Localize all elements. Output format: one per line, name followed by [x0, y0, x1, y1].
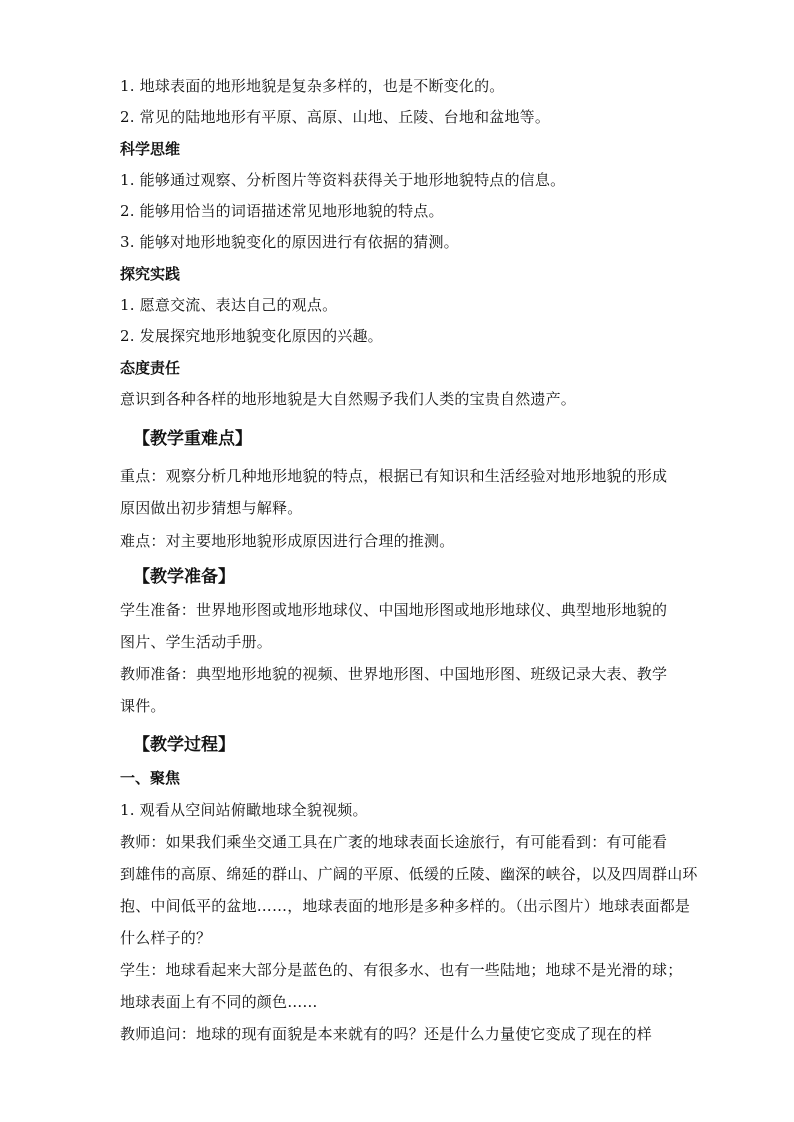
knowledge-item-1: 1. 地球表面的地形地貌是复杂多样的，也是不断变化的。 — [120, 77, 505, 95]
key-point-line-1: 重点：观察分析几种地形地貌的特点，根据已有知识和生活经验对地形地貌的形成 — [120, 467, 668, 485]
student-speech-line-1: 学生：地球看起来大部分是蓝色的、有很多水、也有一些陆地；地球不是光滑的球； — [120, 961, 683, 979]
teacher-speech-line-2: 到雄伟的高原、绵延的群山、广阔的平原、低缓的丘陵、幽深的峡谷，以及四周群山环 — [120, 865, 698, 883]
section-focus-title: 一、聚焦 — [120, 769, 181, 787]
knowledge-item-2: 2. 常见的陆地地形有平原、高原、山地、丘陵、台地和盆地等。 — [120, 108, 551, 126]
teacher-prep-line-2: 课件。 — [120, 697, 166, 715]
science-thinking-item-1: 1. 能够通过观察、分析图片等资料获得关于地形地貌特点的信息。 — [120, 171, 566, 189]
attitude-text: 意识到各种各样的地形地貌是大自然赐予我们人类的宝贵自然遗产。 — [120, 390, 577, 408]
science-thinking-title: 科学思维 — [120, 140, 181, 158]
teacher-followup-line-1: 教师追问：地球的现有面貌是本来就有的吗？还是什么力量使它变成了现在的样 — [120, 1025, 653, 1043]
student-prep-line-1: 学生准备：世界地形图或地形地球仪、中国地形图或地形地球仪、典型地形地貌的 — [120, 601, 668, 619]
key-point-line-2: 原因做出初步猜想与解释。 — [120, 499, 303, 517]
teacher-speech-line-4: 什么样子的？ — [120, 929, 212, 947]
key-points-heading: 【教学重难点】 — [133, 429, 252, 449]
inquiry-practice-item-1: 1. 愿意交流、表达自己的观点。 — [120, 296, 338, 314]
teacher-speech-line-3: 抱、中间低平的盆地……，地球表面的地形是多种多样的。（出示图片）地球表面都是 — [120, 897, 691, 915]
preparation-heading: 【教学准备】 — [133, 567, 235, 587]
science-thinking-item-3: 3. 能够对地形地貌变化的原因进行有依据的猜测。 — [120, 233, 459, 251]
step-1: 1. 观看从空间站俯瞰地球全貌视频。 — [120, 801, 368, 819]
difficult-point: 难点：对主要地形地貌形成原因进行合理的推测。 — [120, 532, 455, 550]
teacher-speech-line-1: 教师：如果我们乘坐交通工具在广袤的地球表面长途旅行，有可能看到：有可能看 — [120, 833, 668, 851]
inquiry-practice-title: 探究实践 — [120, 265, 181, 283]
attitude-title: 态度责任 — [120, 359, 181, 377]
inquiry-practice-item-2: 2. 发展探究地形地貌变化原因的兴趣。 — [120, 327, 383, 345]
teacher-prep-line-1: 教师准备：典型地形地貌的视频、世界地形图、中国地形图、班级记录大表、教学 — [120, 665, 668, 683]
science-thinking-item-2: 2. 能够用恰当的词语描述常见地形地貌的特点。 — [120, 202, 444, 220]
process-heading: 【教学过程】 — [133, 735, 235, 755]
student-prep-line-2: 图片、学生活动手册。 — [120, 633, 273, 651]
student-speech-line-2: 地球表面上有不同的颜色…… — [120, 993, 318, 1011]
